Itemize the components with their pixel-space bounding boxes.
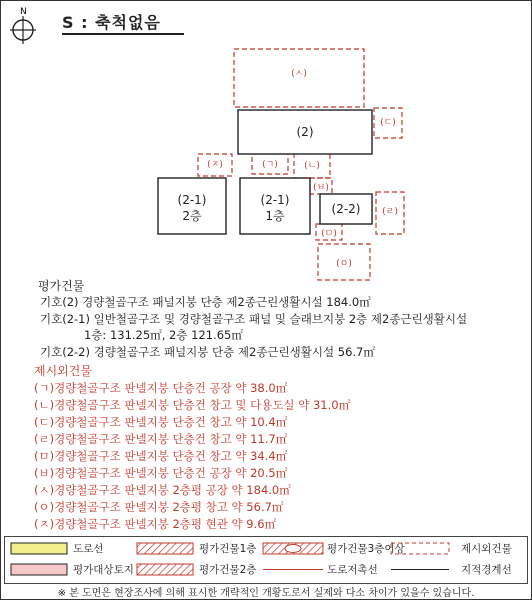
legend-eval-b1-swatch: [137, 543, 193, 554]
eval-line-2: 기호(2-1) 일반철골구조 및 경량철골구조 패널 및 슬래브지붕 2층 제2종근린생활시설: [40, 312, 468, 326]
compass-north-label: N: [20, 7, 27, 17]
label-excluded-d: (ㄷ): [380, 118, 396, 128]
label-excluded-g: (ㄱ): [262, 160, 278, 170]
legend-road-swatch: [11, 543, 67, 554]
legend-eval-b2-label: 평가건물2층: [199, 564, 257, 576]
excluded-line-5: (ㅁ)경량철골구조 판넬지붕 단층건 창고 약 34.4㎡: [34, 449, 288, 463]
legend-eval-b2-swatch: [137, 564, 193, 575]
excluded-line-3: (ㄷ)경량철골구조 판넬지붕 단층건 창고 약 10.4㎡: [34, 415, 288, 429]
legend-excluded-label: 제시외건물: [461, 543, 512, 555]
excluded-line-7: (ㅅ)경량철골구조 판넬지붕 2층평 공장 약 184.0㎡: [34, 483, 291, 497]
legend: [4, 536, 528, 584]
label-building-2-1-top-b: (2-1): [260, 193, 290, 207]
excluded-line-4: (ㄹ)경량철골구조 판넬지붕 단층건 창고 약 11.7㎡: [34, 432, 288, 446]
excluded-line-2: (ㄴ)경량철골구조 판넬지붕 단층건 창고 및 다용도실 약 31.0㎡: [34, 398, 351, 412]
footnote: ※ 본 도면은 현장조사에 의해 표시한 개략적인 개황도로서 실제와 다소 차이가 있을수 있습니다.: [57, 588, 475, 599]
label-building-2-1-top-a: (2-1): [177, 193, 207, 207]
excluded-line-1: (ㄱ)경량철골구조 판넬지붕 단층건 공장 약 38.0㎡: [34, 381, 288, 395]
label-excluded-m: (ㅁ): [321, 229, 337, 239]
legend-land-swatch: [11, 564, 67, 575]
label-excluded-j: (ㅈ): [207, 160, 223, 170]
legend-road-boundary-label: 도로저촉선: [327, 564, 378, 576]
excluded-line-8: (ㅇ)경량철골구조 판넬지붕 2층평 창고 약 56.7㎡: [34, 500, 284, 514]
scale-label: S : 축척없음: [62, 13, 161, 32]
legend-eval-b3-label: 평가건물3층이상: [327, 543, 405, 555]
label-building-2-1-bottom-a: 2층: [182, 209, 202, 223]
label-excluded-n: (ㄴ): [304, 161, 320, 171]
label-building-2: (2): [296, 125, 314, 139]
eval-line-4: 기호(2-2) 경량철골구조 패널지붕 단층 제2종근린생활시설 56.7㎡: [40, 345, 375, 359]
eval-line-3: 1층: 131.25㎡, 2층 121.65㎡: [84, 328, 243, 342]
eval-heading: 평가건물: [38, 279, 85, 293]
legend-eval-b1-label: 평가건물1층: [199, 543, 257, 555]
excluded-line-6: (ㅂ)경량철골구조 판넬지붕 단층건 공장 약 20.5㎡: [34, 466, 288, 480]
label-building-2-2: (2-2): [331, 202, 361, 216]
label-excluded-o: (ㅇ): [336, 259, 352, 269]
excluded-line-9: (ㅈ)경량철골구조 판넬지붕 2층평 현관 약 9.6㎡: [34, 517, 277, 531]
label-excluded-b: (ㅂ): [313, 183, 329, 193]
legend-land-label: 평가대상토지: [73, 564, 134, 576]
label-excluded-r: (ㄹ): [382, 207, 398, 217]
legend-road-label: 도로선: [73, 543, 104, 555]
excluded-heading: 제시외건물: [34, 364, 92, 378]
legend-cadastral-label: 지적경계선: [461, 564, 512, 576]
eval-line-1: 기호(2) 경량철골구조 패널지붕 단층 제2종근린생활시설 184.0㎡: [40, 295, 371, 309]
label-excluded-s: (ㅅ): [291, 69, 307, 79]
label-building-2-1-bottom-b: 1층: [265, 209, 285, 223]
